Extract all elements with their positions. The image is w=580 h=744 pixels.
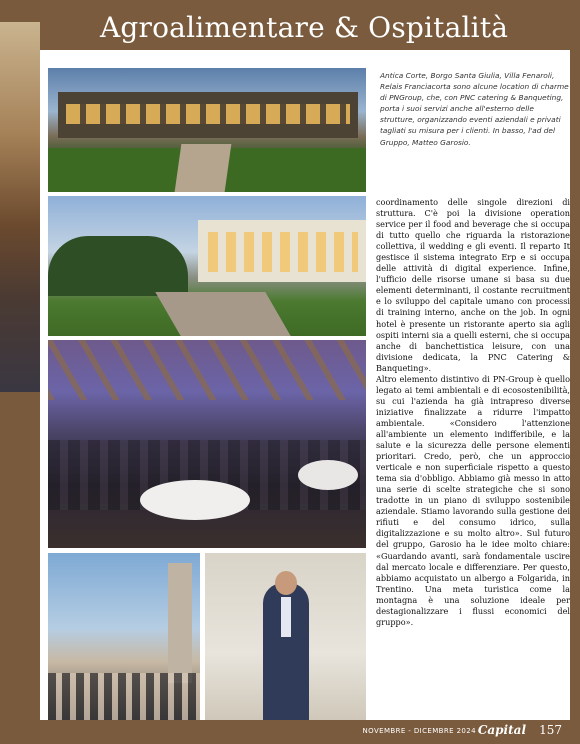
photo-table — [140, 480, 250, 520]
page-number: 157 — [539, 723, 562, 737]
photo-path — [155, 292, 290, 336]
photo-person-shirt — [281, 597, 291, 637]
article-paragraph: coordinamento delle singole direzioni di struttura. C'è poi la divisione operation service per il food and beverage che si occupa di tutto quello che riguarda la ristorazione collettiva, il wedding e gli eventi. Il reparto It gestisce il sistema integrato Erp e si occupa delle attività di digital experience. Infine, l'ufficio delle risorse umane si basa su due elementi determinanti, il costante recruitment e lo sviluppo del capitale umano con processi di training interno, anche on the job. In ogni hotel è presente un ristorante aperto sia agli ospiti interni sia a quelli esterni, che si occupa anche di banchettistica leisure, con una divisione dedicata, la PNC Catering & Banqueting». — [376, 197, 570, 373]
photo-person-head — [275, 571, 297, 595]
page-frame-left — [0, 0, 40, 22]
page-frame-right — [570, 0, 580, 744]
previous-page-edge — [0, 392, 40, 744]
photo-lit-windows — [66, 104, 350, 124]
magazine-brand: Capital — [477, 723, 526, 737]
photo-caption: Antica Corte, Borgo Santa Giulia, Villa Fenaroli, Relais Franciacorta sono alcune location di charme di PNGroup, che, con PNC catering & Banqueting, porta i suoi servizi anche all'esterno delle strutture, organizzando eventi aziendali e privati tagliati su misura per i clienti. In basso, l'ad del Gruppo, Matteo Garosio. — [380, 71, 569, 147]
photo-trees — [48, 236, 188, 296]
photo-people — [48, 673, 200, 720]
photo-hotel-night — [48, 68, 366, 192]
photo-milan-rooftop — [48, 553, 200, 720]
photo-cathedral-spire — [168, 563, 192, 683]
previous-page-photo — [0, 22, 40, 392]
photo-path — [175, 144, 232, 192]
photo-table — [298, 460, 358, 490]
photo-hotel-dusk — [48, 196, 366, 336]
photo-lit-windows — [208, 232, 358, 272]
photo-banquet-event — [48, 340, 366, 548]
photo-ceo-portrait — [205, 553, 366, 720]
article-paragraph: Altro elemento distintivo di PN-Group è quello legato ai temi ambientali e di ecosostenibilità, su cui l'azienda ha già intrapreso diverse iniziative finalizzate a ridurre l'impatto ambientale. «Considero l'attenzione all'ambiente un elemento indifferibile, e la salute e la sicurezza delle persone elementi prioritari. Credo, però, che un approccio verticale e non superficiale rispetto a questo tema sia d'obbligo. Abbiamo già messo in atto una serie di scelte strategiche che si sono tradotte in un piano di sviluppo sostenibile aziendale. Stiamo lavorando sulla gestione dei rifiuti e del consumo idrico, sulla digitalizzazione e su molto altro». Sul futuro del gruppo, Garosio ha le idee molto chiare: «Guardando avanti, sarà fondamentale uscire dal mercato locale e differenziare. Per questo, abbiamo acquistato un albergo a Folgarida, in Trentino. Una meta turistica come la montagna è una soluzione ideale per destagionalizzare i flussi economici del gruppo». — [376, 373, 570, 627]
issue-date: NOVEMBRE - DICEMBRE 2024 — [362, 727, 476, 735]
page-title: Agroalimentare & Ospitalità — [100, 11, 509, 44]
page-footer — [40, 720, 570, 744]
article-body — [376, 197, 570, 628]
photo-wooden-roof — [48, 340, 366, 400]
